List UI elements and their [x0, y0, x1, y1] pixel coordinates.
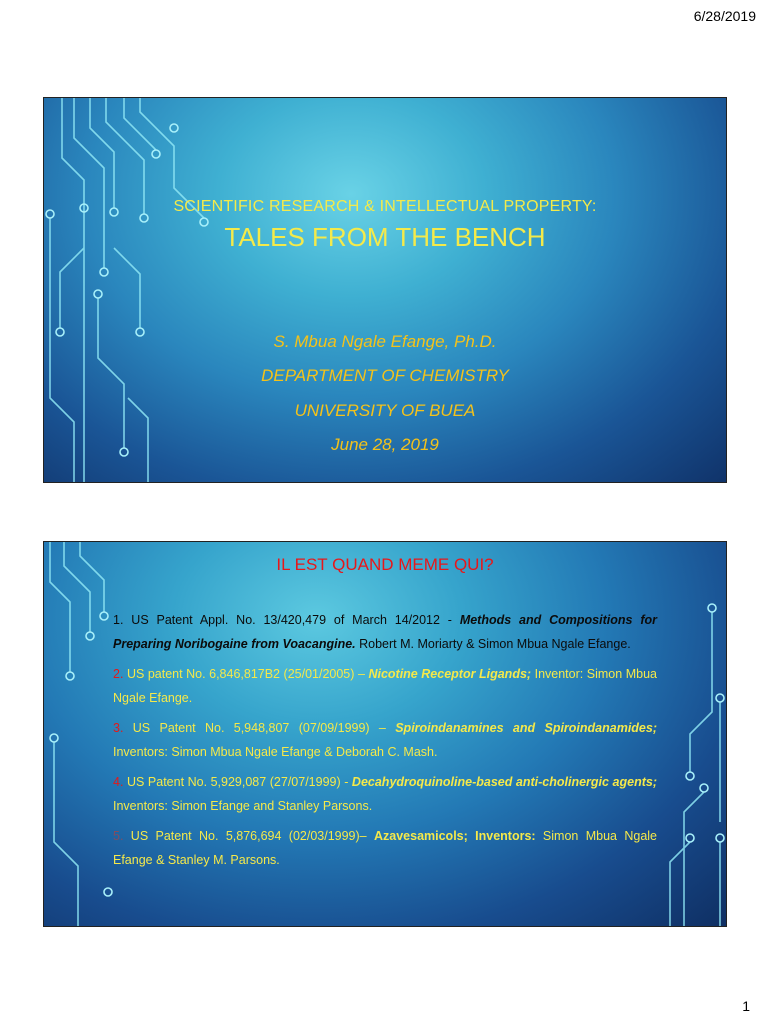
slide-title: IL EST QUAND MEME QUI?: [276, 555, 494, 574]
title-slide: [43, 97, 727, 483]
item-number: 1.: [113, 613, 124, 627]
slide-subtitle: SCIENTIFIC RESEARCH & INTELLECTUAL PROPERTY:: [173, 198, 597, 215]
item-text: US Patent Appl. No. 13/420,479 of March 14/2012 -: [123, 613, 460, 627]
patent-title: Azavesamicols; Inventors:: [373, 829, 536, 843]
item-text: US Patent No. 5,948,807 (07/09/1999) –: [123, 721, 396, 735]
university: UNIVERSITY OF BUEA: [294, 401, 476, 420]
item-text: US Patent No. 5,876,694 (02/03/1999)–: [123, 829, 374, 843]
department: DEPARTMENT OF CHEMISTRY: [261, 366, 509, 385]
item-inventors: Inventors: Simon Mbua Ngale Efange & Deborah C. Mash.: [113, 745, 438, 759]
item-number: 5.: [113, 829, 124, 843]
patent-item-5: [113, 824, 657, 872]
item-inventors: Inventors: Simon Efange and Stanley Parsons.: [113, 799, 373, 813]
patent-title: Nicotine Receptor Ligands;: [368, 667, 532, 681]
slide-title: TALES FROM THE BENCH: [224, 222, 546, 252]
item-text: US patent No. 6,846,817B2 (25/01/2005) –: [123, 667, 369, 681]
item-number: 4.: [113, 775, 124, 789]
page-date: 6/28/2019: [693, 8, 756, 24]
patents-slide: [43, 541, 727, 927]
presentation-date: June 28, 2019: [331, 435, 439, 454]
patent-item-1: [113, 608, 657, 656]
item-inventors: Simon Mbua Ngale Efange & Stanley M. Parsons.: [113, 829, 658, 867]
item-number: 2.: [113, 667, 124, 681]
circuit-decoration: [44, 98, 726, 482]
patent-title: Methods and Compositions for Preparing Noribogaine from Voacangine.: [113, 613, 657, 651]
item-inventors: Inventor: Simon Mbua Ngale Efange.: [113, 667, 657, 705]
item-inventors: Robert M. Moriarty & Simon Mbua Ngale Efange.: [355, 637, 631, 651]
author-name: S. Mbua Ngale Efange, Ph.D.: [273, 332, 497, 351]
patent-list: [113, 608, 657, 878]
item-text: US Patent No. 5,929,087 (27/07/1999) -: [123, 775, 352, 789]
item-number: 3.: [113, 721, 124, 735]
patent-title: Spiroindanamines and Spiroindanamides;: [395, 721, 657, 735]
patent-item-3: [113, 716, 657, 764]
patent-item-4: [113, 770, 657, 818]
patent-item-2: [113, 662, 657, 710]
patent-title: Decahydroquinoline-based anti-cholinergic agents;: [351, 775, 657, 789]
page-number: 1: [742, 998, 750, 1014]
